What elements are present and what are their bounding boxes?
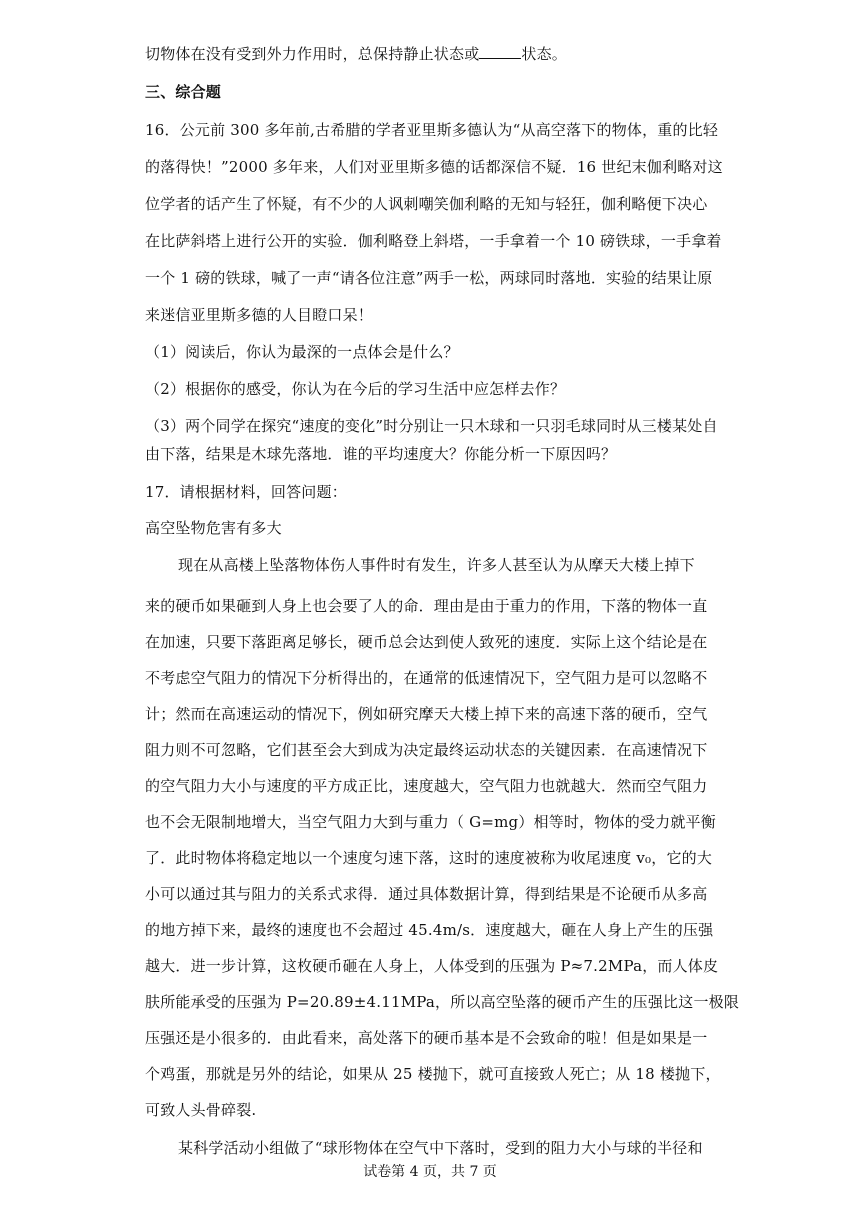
- text-fragment: 切物体在没有受到外力作用时，总保持静止状态或: [145, 45, 480, 63]
- article-line: 某科学活动小组做了“球形物体在空气中下落时，受到的阻力大小与球的半径和: [178, 1139, 703, 1157]
- article-line: 计；然而在高速运动的情况下，例如研究摩天大楼上掉下来的高速下落的硬币，空气: [145, 705, 708, 723]
- article-line: 的地方掉下来，最终的速度也不会超过 45.4m/s．速度越大，砸在人身上产生的压强: [145, 921, 714, 939]
- section-heading: 三、综合题: [145, 83, 222, 101]
- article-line: 越大．进一步计算，这枚硬币砸在人身上，人体受到的压强为 P≈7.2MPa，而人体皮: [145, 957, 719, 975]
- article-line: 也不会无限制地增大，当空气阻力大到与重力（ G=mg）相等时，物体的受力就平衡: [145, 813, 716, 831]
- article-title: 高空坠物危害有多大: [145, 519, 282, 537]
- q16-line: 由下落，结果是木球先落地．谁的平均速度大？你能分析一下原因吗？: [145, 445, 617, 463]
- q16-subquestion-3: （3）两个同学在探究“速度的变化”时分别让一只木球和一只羽毛球同时从三楼某处自: [145, 417, 718, 435]
- q16-line: 位学者的话产生了怀疑，有不少的人讽刺嘲笑伽利略的无知与轻狂，伽利略便下决心: [145, 195, 708, 213]
- q16-line: 来迷信亚里斯多德的人目瞪口呆！: [145, 306, 374, 324]
- q17-intro: 17．请根据材料，回答问题：: [145, 483, 347, 501]
- article-line: 了．此时物体将稳定地以一个速度匀速下落，这时的速度被称为收尾速度 v₀，它的大: [145, 849, 713, 867]
- q16-subquestion-1: （1）阅读后，你认为最深的一点体会是什么？: [145, 343, 459, 361]
- article-line: 来的硬币如果砸到人身上也会要了人的命．理由是由于重力的作用，下落的物体一直: [145, 597, 708, 615]
- q16-line: 一个 1 磅的铁球，喊了一声“请各位注意”两手一松，两球同时落地．实验的结果让原: [145, 269, 713, 287]
- article-line: 现在从高楼上坠落物体伤人事件时有发生，许多人甚至认为从摩天大楼上掉下: [178, 556, 695, 574]
- q16-line: 在比萨斜塔上进行公开的实验．伽利略登上斜塔，一手拿着一个 10 磅铁球，一手拿着: [145, 232, 722, 250]
- answer-blank[interactable]: [479, 44, 521, 59]
- article-line: 阻力则不可忽略，它们甚至会大到成为决定最终运动状态的关键因素．在高速情况下: [145, 741, 708, 759]
- text-line: [145, 44, 567, 64]
- q16-line: 16．公元前 300 多年前,古希腊的学者亚里斯多德认为“从高空落下的物体，重的比轻: [145, 121, 719, 139]
- article-line: 小可以通过其与阻力的关系式求得．通过具体数据计算，得到结果是不论硬币从多高: [145, 885, 708, 903]
- article-line: 不考虑空气阻力的情况下分析得出的，在通常的低速情况下，空气阻力是可以忽略不: [145, 669, 708, 687]
- article-line: 压强还是小很多的．由此看来，高处落下的硬币基本是不会致命的啦！但是如果是一: [145, 1029, 708, 1047]
- text-fragment: 状态。: [521, 45, 568, 63]
- article-line: 可致人头骨碎裂.: [145, 1101, 257, 1119]
- article-line: 个鸡蛋，那就是另外的结论，如果从 25 楼抛下，就可直接致人死亡；从 18 楼抛下，: [145, 1065, 721, 1083]
- q16-line: 的落得快！”2000 多年来，人们对亚里斯多德的话都深信不疑．16 世纪末伽利略对这: [145, 158, 723, 176]
- article-line: 肤所能承受的压强为 P=20.89±4.11MPa，所以高空坠落的硬币产生的压强比这一极限: [145, 993, 740, 1011]
- q16-subquestion-2: （2）根据你的感受，你认为在今后的学习生活中应怎样去作？: [145, 380, 566, 398]
- page-footer: 试卷第 4 页，共 7 页: [363, 1164, 497, 1180]
- article-line: 的空气阻力大小与速度的平方成正比，速度越大，空气阻力也就越大．然而空气阻力: [145, 777, 708, 795]
- article-line: 在加速，只要下落距离足够长，硬币总会达到使人致死的速度．实际上这个结论是在: [145, 633, 708, 651]
